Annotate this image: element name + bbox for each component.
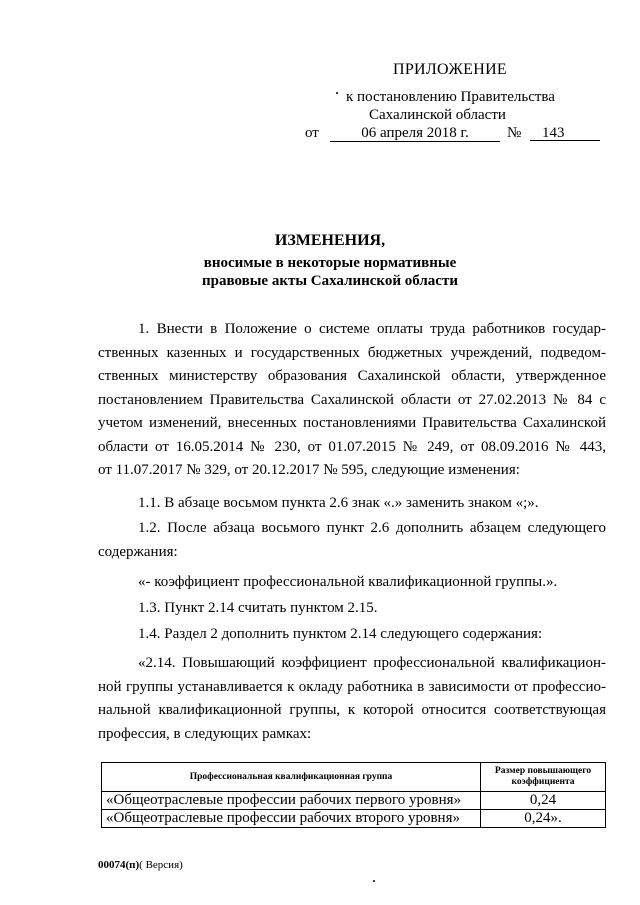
decree-date: 06 апреля 2018 г. — [330, 124, 500, 142]
paragraph-line: 1.2. После абзаца восьмого пункт 2.6 дополнить абзацем следующего — [138, 520, 606, 536]
number-sign: № — [507, 125, 522, 141]
paragraph-line: постановлением Правительства Сахалинской области от 27.02.2013 № 84 с — [98, 391, 606, 408]
decree-number: 143 — [530, 124, 600, 141]
table-cell-group: «Общеотраслевые профессии рабочих первого уровня» — [102, 792, 481, 810]
paragraph-line: ной группы устанавливается к окладу работника в зависимости от профессио- — [98, 678, 606, 695]
paragraph-line: нальной квалификационной группы, к которой относится соответствующая — [98, 702, 606, 718]
paragraph-line: области от 16.05.2014 № 230, от 01.07.2015 № 249, от 08.09.2016 № 443, — [98, 438, 606, 455]
appendix-line-1: к постановлению Правительства — [346, 89, 555, 105]
paragraph-line: содержания: — [98, 543, 178, 560]
doc-title-line-3: правовые акты Сахалинской области — [202, 273, 458, 289]
appendix-title: ПРИЛОЖЕНИЕ — [393, 61, 508, 78]
scan-speck — [373, 880, 375, 882]
table-cell-group: «Общеотраслевые профессии рабочих второго уровня» — [102, 810, 481, 828]
paragraph-1-1 — [98, 492, 606, 516]
paragraph-1-4 — [98, 623, 606, 647]
paragraph-1 — [98, 318, 606, 483]
document-footer — [98, 859, 183, 871]
document-code: 00074(п) — [98, 859, 140, 871]
appendix-date-row — [305, 124, 605, 144]
table-cell-value: 0,24». — [481, 810, 606, 828]
paragraph-line: ственных министерству образования Сахалинской области, утвержденное — [98, 368, 606, 384]
paragraph-line: 1. Внести в Положение о системе оплаты труда работников государ- — [138, 321, 606, 337]
paragraph-1-3 — [98, 597, 606, 621]
table-cell-value: 0,24 — [481, 792, 606, 810]
table-row — [102, 810, 606, 828]
paragraph-line: ственных казенных и государственных бюджетных учреждений, подведом- — [98, 344, 606, 361]
paragraph-1-2 — [98, 517, 606, 564]
quote-1 — [98, 571, 606, 595]
appendix-line-2: Сахалинской области — [369, 107, 506, 123]
paragraph-line: «- коэффициент профессиональной квалификационной группы.». — [138, 574, 558, 590]
paragraph-2-14 — [98, 652, 606, 746]
table-header-row — [102, 763, 606, 792]
doc-title-line-2: вносимые в некоторые нормативные — [203, 255, 457, 271]
doc-title-line-1: ИЗМЕНЕНИЯ, — [274, 232, 386, 249]
paragraph-line: профессия, в следующих рамках: — [98, 725, 312, 742]
table-row — [102, 792, 606, 810]
scan-speck — [336, 92, 338, 94]
paragraph-line: 1.4. Раздел 2 дополнить пунктом 2.14 следующего содержания: — [138, 626, 543, 642]
table-header-group: Профессиональная квалификационная группа — [102, 763, 481, 792]
paragraph-line: «2.14. Повышающий коэффициент профессиональной квалификацион- — [138, 655, 606, 671]
paragraph-line: от 11.07.2017 № 329, от 20.12.2017 № 595, следующие изменения: — [98, 462, 520, 478]
coefficient-table — [101, 762, 606, 828]
paragraph-line: 1.3. Пункт 2.14 считать пунктом 2.15. — [138, 600, 378, 616]
paragraph-line: учетом изменений, внесенных постановлениями Правительства Сахалинской — [98, 415, 606, 431]
document-version: ( Версия) — [139, 859, 183, 871]
from-label: от — [305, 125, 319, 141]
table-header-coefficient: Размер повышающего коэффициента — [481, 763, 606, 792]
paragraph-line: 1.1. В абзаце восьмом пункта 2.6 знак «.» заменить знаком «;». — [138, 495, 539, 511]
